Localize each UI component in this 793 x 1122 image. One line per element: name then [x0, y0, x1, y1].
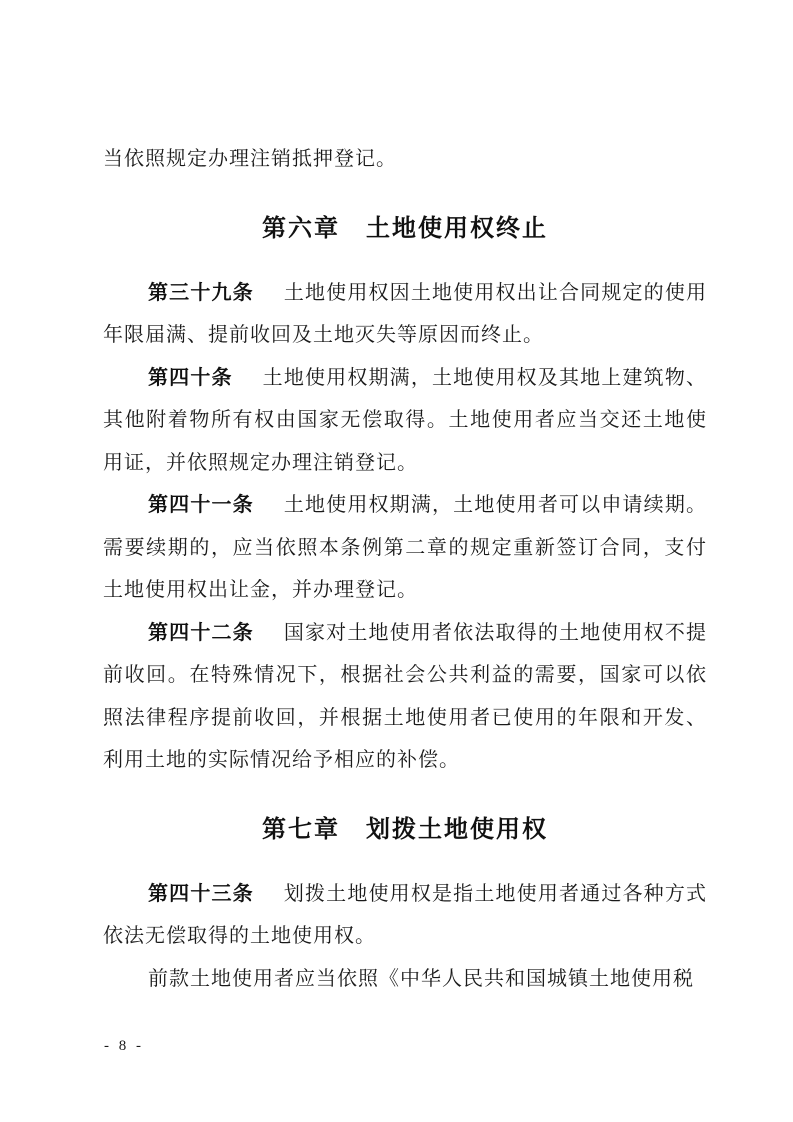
article-41-number: 第四十一条	[148, 494, 254, 516]
article-43	[103, 873, 707, 958]
paragraph-trailing	[103, 958, 707, 1001]
article-40	[103, 357, 707, 485]
chapter-6-number: 第六章	[262, 214, 340, 242]
article-41-text: 土地使用权期满，土地使用者可以申请续期。需要续期的，应当依照本条例第二章的规定重新签订合同，支付土地使用权出让金，并办理登记。	[103, 494, 708, 601]
article-42-number: 第四十二条	[148, 621, 254, 644]
article-39-text: 土地使用权因土地使用权出让合同规定的使用年限届满、提前收回及土地灭失等原因而终止。	[103, 281, 708, 346]
chapter-6-heading	[103, 208, 707, 250]
page-content	[103, 138, 707, 1000]
article-39-number: 第三十九条	[148, 281, 254, 304]
page-number: - 8 -	[104, 1038, 144, 1054]
article-43-text: 划拨土地使用权是指土地使用者通过各种方式依法无偿取得的土地使用权。	[103, 882, 708, 947]
paragraph-continuation	[103, 138, 707, 181]
chapter-7-heading	[103, 809, 707, 851]
article-39	[103, 272, 707, 357]
article-40-text: 土地使用权期满，土地使用权及其地上建筑物、其他附着物所有权由国家无偿取得。土地使用者应当交还土地使用证，并依照规定办理注销登记。	[103, 366, 708, 474]
chapter-7-number: 第七章	[262, 815, 340, 843]
article-41	[103, 484, 707, 612]
paragraph-trailing-text: 前款土地使用者应当依照《中华人民共和国城镇土地使用税	[148, 967, 694, 990]
paragraph-continuation-text: 当依照规定办理注销抵押登记。	[103, 148, 397, 170]
article-42	[103, 612, 707, 782]
chapter-6-title: 土地使用权终止	[366, 214, 548, 242]
article-43-number: 第四十三条	[148, 882, 254, 905]
chapter-7-title: 划拨土地使用权	[366, 815, 548, 843]
article-40-number: 第四十条	[148, 366, 233, 389]
article-42-text: 国家对土地使用者依法取得的土地使用权不提前收回。在特殊情况下，根据社会公共利益的需要，国家可以依照法律程序提前收回，并根据土地使用者已使用的年限和开发、利用土地的实际情况给予相应的补偿。	[103, 621, 708, 771]
